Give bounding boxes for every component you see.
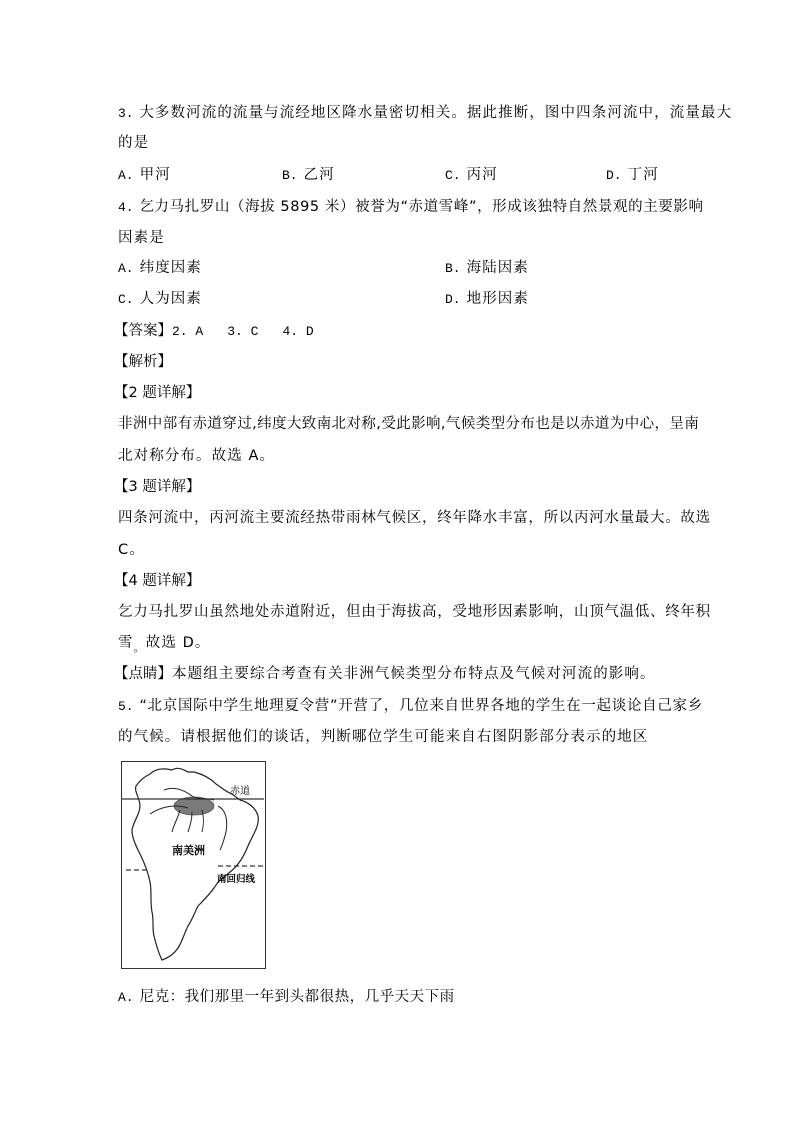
q4-stem-line2: 因素是 [118, 230, 165, 246]
q4-number: 4. [118, 200, 134, 215]
q4-option-c [118, 289, 202, 310]
equator-label: 赤道 [230, 786, 250, 797]
q4-detail-text: 故选 D。 [145, 635, 211, 651]
tropic-label: 南回归线 [217, 874, 256, 885]
option-text: 丁河 [627, 167, 659, 183]
q5-stem-line1 [118, 696, 703, 717]
q2-detail-heading: 【2 题详解】 [114, 385, 201, 401]
q3-option-b [282, 165, 335, 186]
option-text: 甲河 [139, 167, 171, 183]
south-america-map [121, 761, 266, 969]
q3-detail-line1: 四条河流中，丙河流主要流经热带雨林气候区，终年降水丰富，所以丙河水量最大。故选 [118, 510, 711, 526]
q3-stem-text: 大多数河流的流量与流经地区降水量密切相关。据此推断，图中四条河流中，流量最大 [139, 105, 733, 121]
q4-detail-line1: 乞力马扎罗山虽然地处赤道附近，但由于海拔高，受地形因素影响，山顶气温低、终年积 [118, 604, 711, 620]
map-drawing [122, 762, 264, 967]
q3-stem-line2: 的是 [118, 135, 150, 151]
option-text: 人为因素 [139, 291, 203, 307]
q3-stem-line1 [118, 103, 732, 124]
q2-detail-line2: 北对称分布。故选 A。 [118, 448, 276, 464]
answer-item: 3. C [227, 324, 259, 339]
analysis-heading: 【解析】 [114, 354, 172, 370]
q3-option-c [445, 165, 498, 186]
q4-option-b [445, 258, 529, 279]
option-text: 海陆因素 [466, 260, 530, 276]
comment-text: 本题组主要综合考查有关非洲气候类型分布特点及气候对河流的影响。 [172, 666, 656, 682]
answer-item: 2. A [172, 324, 204, 339]
q2-detail-line1: 非洲中部有赤道穿过,纬度大致南北对称,受此影响,气候类型分布也是以赤道为中心，呈南 [118, 416, 700, 432]
q3-option-d [606, 165, 659, 186]
q4-detail-heading: 【4 题详解】 [114, 573, 201, 589]
q4-option-d [445, 289, 529, 310]
q4-stem-text: 乞力马扎罗山（海拔 5895 米）被誉为“赤道雪峰”，形成该独特自然景观的主要影响 [139, 199, 704, 215]
option-label: C. [118, 292, 134, 307]
q3-option-a [118, 165, 171, 186]
q4-detail-text: 雪 [118, 635, 134, 651]
option-label: D. [445, 292, 461, 307]
option-label: A. [118, 168, 134, 183]
comment-heading: 【点睛】 [114, 666, 172, 682]
q4-detail-line2 [118, 633, 211, 658]
q5-stem-line2: 的气候。请根据他们的谈话，判断哪位学生可能来自右图阴影部分表示的地区 [118, 729, 649, 745]
option-text: 地形因素 [466, 291, 530, 307]
option-text: 乙河 [303, 167, 335, 183]
q5-number: 5. [118, 699, 134, 714]
option-label: A. [118, 990, 134, 1005]
option-text: 丙河 [466, 167, 498, 183]
option-label: B. [282, 168, 298, 183]
q4-detail-period: 。 [133, 641, 146, 654]
q3-number: 3. [118, 106, 134, 121]
option-label: A. [118, 261, 134, 276]
q4-stem-line1 [118, 197, 704, 218]
q3-detail-heading: 【3 题详解】 [114, 479, 201, 495]
answer-item: 4. D [282, 324, 314, 339]
option-label: D. [606, 168, 622, 183]
answer-line [114, 321, 314, 342]
answer-heading: 【答案】 [114, 323, 172, 339]
option-label: B. [445, 261, 461, 276]
option-label: C. [445, 168, 461, 183]
q4-option-a [118, 258, 202, 279]
comment-line [114, 664, 656, 684]
q5-stem-text: “北京国际中学生地理夏令营”开营了，几位来自世界各地的学生在一起谈论自己家乡 [139, 698, 703, 714]
q3-detail-line2: C。 [118, 542, 145, 558]
q5-option-a [118, 987, 455, 1008]
option-text: 纬度因素 [139, 260, 203, 276]
option-text: 尼克：我们那里一年到头都很热，几乎天天下雨 [139, 989, 455, 1005]
continent-label: 南美洲 [172, 844, 205, 857]
